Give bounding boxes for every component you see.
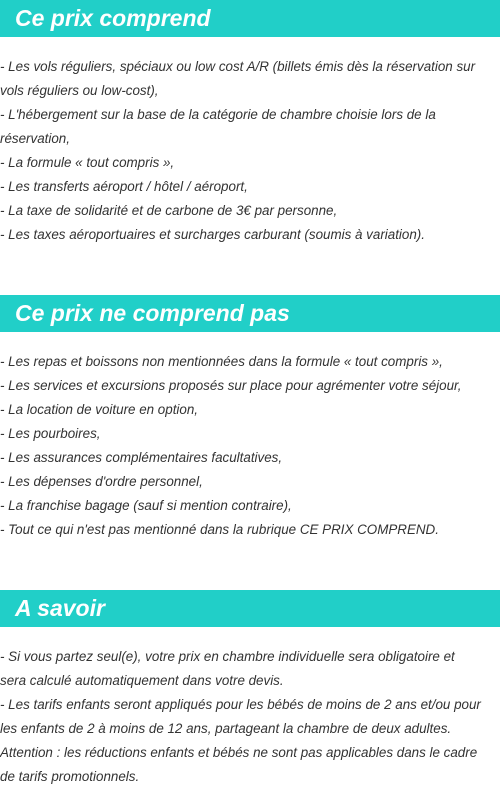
list-item: réservation,: [0, 131, 70, 146]
list-item: - Les tarifs enfants seront appliqués pour les bébés de moins de 2 ans et/ou pour: [0, 697, 481, 712]
list-item: - Les assurances complémentaires facultatives,: [0, 450, 283, 465]
list-item: - Les transferts aéroport / hôtel / aéroport,: [0, 179, 248, 194]
section-title-good-to-know: A savoir: [0, 590, 500, 627]
included-list: [0, 55, 500, 247]
list-item: - La franchise bagage (sauf si mention contraire),: [0, 498, 292, 513]
section-not-included: [0, 295, 500, 542]
list-item: les enfants de 2 à moins de 12 ans, partageant la chambre de deux adultes.: [0, 721, 452, 736]
section-title-included: Ce prix comprend: [0, 0, 500, 37]
list-item: de tarifs promotionnels.: [0, 769, 140, 784]
good-to-know-list: [0, 645, 500, 789]
list-item: - Les vols réguliers, spéciaux ou low cost A/R (billets émis dès la réservation sur: [0, 59, 476, 74]
not-included-list: [0, 350, 500, 542]
list-item: - L'hébergement sur la base de la catégorie de chambre choisie lors de la: [0, 107, 436, 122]
list-item: vols réguliers ou low-cost),: [0, 83, 159, 98]
list-item: - Tout ce qui n'est pas mentionné dans la rubrique CE PRIX COMPREND.: [0, 522, 439, 537]
list-item: - Les taxes aéroportuaires et surcharges carburant (soumis à variation).: [0, 227, 425, 242]
section-included: [0, 0, 500, 247]
list-item: Attention : les réductions enfants et bébés ne sont pas applicables dans le cadre: [0, 745, 478, 760]
list-item: - Si vous partez seul(e), votre prix en chambre individuelle sera obligatoire et: [0, 649, 455, 664]
list-item: - Les services et excursions proposés sur place pour agrémenter votre séjour,: [0, 378, 462, 393]
list-item: - Les repas et boissons non mentionnées dans la formule « tout compris »,: [0, 354, 443, 369]
section-good-to-know: [0, 590, 500, 789]
section-title-not-included: Ce prix ne comprend pas: [0, 295, 500, 332]
list-item: - Les pourboires,: [0, 426, 101, 441]
list-item: - La location de voiture en option,: [0, 402, 199, 417]
list-item: - La formule « tout compris »,: [0, 155, 175, 170]
list-item: sera calculé automatiquement dans votre devis.: [0, 673, 284, 688]
list-item: - La taxe de solidarité et de carbone de 3€ par personne,: [0, 203, 338, 218]
list-item: - Les dépenses d'ordre personnel,: [0, 474, 203, 489]
